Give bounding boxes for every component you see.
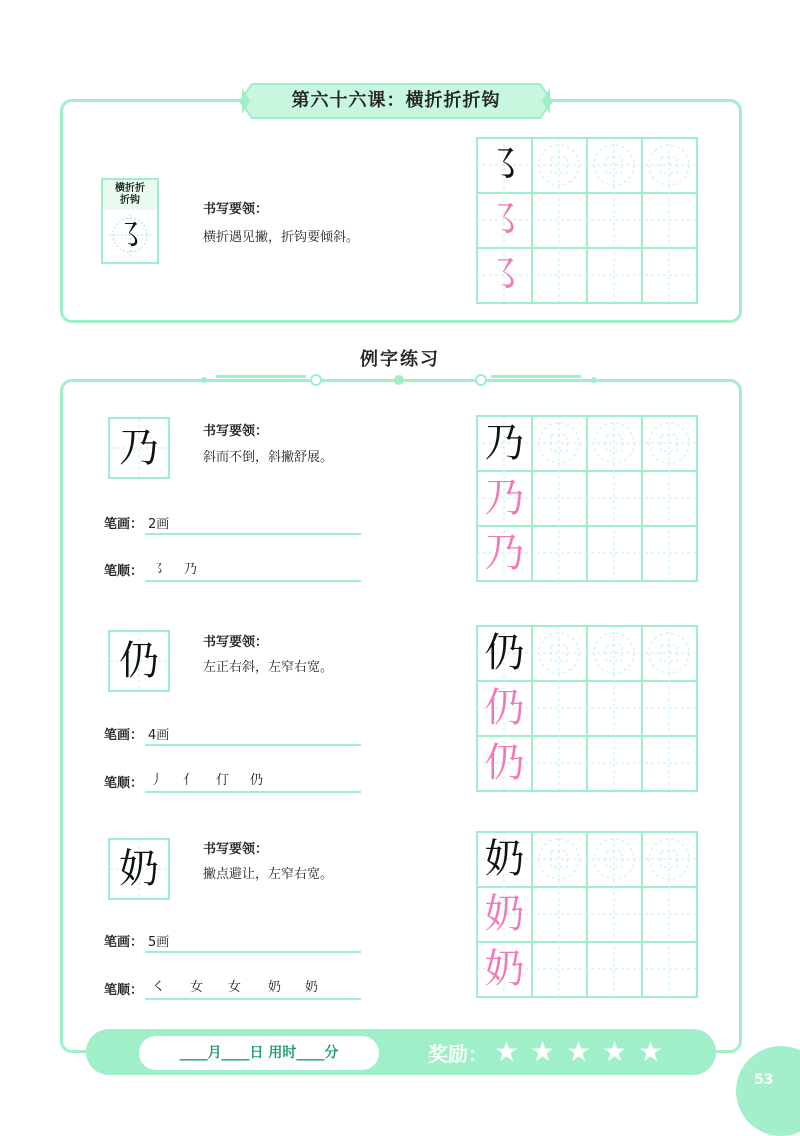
grid-model-char: 奶 xyxy=(484,836,525,882)
grid-trace-char: 奶 xyxy=(484,891,525,937)
grid-model-char: 乃 xyxy=(484,420,525,466)
example-tips-heading: 书写要领： xyxy=(203,635,269,650)
demo-char-box xyxy=(108,630,170,692)
strokes-label: 笔画： xyxy=(104,728,144,743)
strokes-value: 2画 xyxy=(148,517,170,532)
decorative-divider xyxy=(196,370,608,390)
order-underline xyxy=(145,580,361,582)
order-step: 亻 xyxy=(183,773,197,788)
example-tips-text: 左正右斜，左窄右宽。 xyxy=(203,660,334,675)
stroke-card-glyph xyxy=(107,210,153,260)
grid-model-char: 仍 xyxy=(484,630,525,676)
order-step: 乃 xyxy=(184,562,198,577)
strokes-label: 笔画： xyxy=(104,517,144,532)
example-tips-text: 斜而不倒，斜撇舒展。 xyxy=(203,450,334,465)
order-label: 笔顺： xyxy=(104,983,144,998)
order-step: ㇛ xyxy=(152,980,166,995)
demo-char: 奶 xyxy=(119,846,159,892)
star-icon[interactable]: ★ xyxy=(638,1035,664,1068)
demo-char-box xyxy=(108,838,170,900)
grid-trace-char: 乃 xyxy=(484,475,525,521)
grid-trace-char: 奶 xyxy=(484,946,525,992)
order-step: 仃 xyxy=(216,773,230,788)
order-label: 笔顺： xyxy=(104,564,144,579)
order-step: 奶 xyxy=(268,980,282,995)
example-tips-text: 撇点避让，左窄右宽。 xyxy=(203,867,334,882)
star-icon[interactable]: ★ xyxy=(602,1035,628,1068)
star-icon[interactable]: ★ xyxy=(530,1035,556,1068)
strokes-underline xyxy=(145,533,361,535)
stroke-card-label-line2: 折钩 xyxy=(120,195,140,206)
example-practice-grid xyxy=(476,831,696,996)
order-underline xyxy=(145,998,361,1000)
lesson-grid-model-char: ㇌ xyxy=(484,142,525,188)
strokes-value: 5画 xyxy=(148,935,170,950)
strokes-underline xyxy=(145,744,361,746)
date-time-field[interactable]: ____月____日 用时____分 xyxy=(179,1045,339,1061)
page-number-badge xyxy=(736,1046,800,1136)
lesson-grid-trace-char: ㇌ xyxy=(484,197,525,243)
strokes-label: 笔画： xyxy=(104,935,144,950)
lesson-tips-heading: 书写要领： xyxy=(203,202,269,217)
demo-char-box xyxy=(108,417,170,479)
star-icon[interactable]: ★ xyxy=(566,1035,592,1068)
order-step: 丿 xyxy=(150,773,164,788)
grid-trace-char: 仍 xyxy=(484,740,525,786)
stroke-card xyxy=(101,178,159,264)
order-step: 奶 xyxy=(305,980,319,995)
strokes-underline xyxy=(145,951,361,953)
section-title: 例字练习 xyxy=(360,349,440,370)
demo-char: 仍 xyxy=(119,638,159,684)
example-practice-grid xyxy=(476,625,696,790)
strokes-value: 4画 xyxy=(148,728,170,743)
order-underline xyxy=(145,791,361,793)
lesson-grid-trace-char: ㇌ xyxy=(484,252,525,298)
stroke-card-char: ㇌ xyxy=(113,216,146,254)
lesson-tips-text: 横折遇见撇，折钩要倾斜。 xyxy=(203,230,360,245)
page-number: 53 xyxy=(754,1072,774,1088)
example-tips-heading: 书写要领： xyxy=(203,424,269,439)
lesson-practice-grid xyxy=(476,137,696,302)
example-tips-heading: 书写要领： xyxy=(203,842,269,857)
order-step: 仍 xyxy=(250,773,264,788)
stroke-card-label-line1: 横折折 xyxy=(115,183,145,194)
order-step: 女 xyxy=(190,980,204,995)
stroke-card-label xyxy=(103,180,157,210)
demo-char: 乃 xyxy=(119,425,159,471)
order-step: 女 xyxy=(228,980,242,995)
lesson-title: 第六十六课：横折折折钩 xyxy=(291,90,501,111)
reward-label: 奖励： xyxy=(428,1042,488,1066)
lesson-title-banner xyxy=(240,82,552,120)
grid-trace-char: 乃 xyxy=(484,530,525,576)
grid-trace-char: 仍 xyxy=(484,685,525,731)
example-practice-grid xyxy=(476,415,696,580)
star-icon[interactable]: ★ xyxy=(494,1035,520,1068)
order-step: ㇌ xyxy=(152,562,166,577)
order-label: 笔顺： xyxy=(104,776,144,791)
